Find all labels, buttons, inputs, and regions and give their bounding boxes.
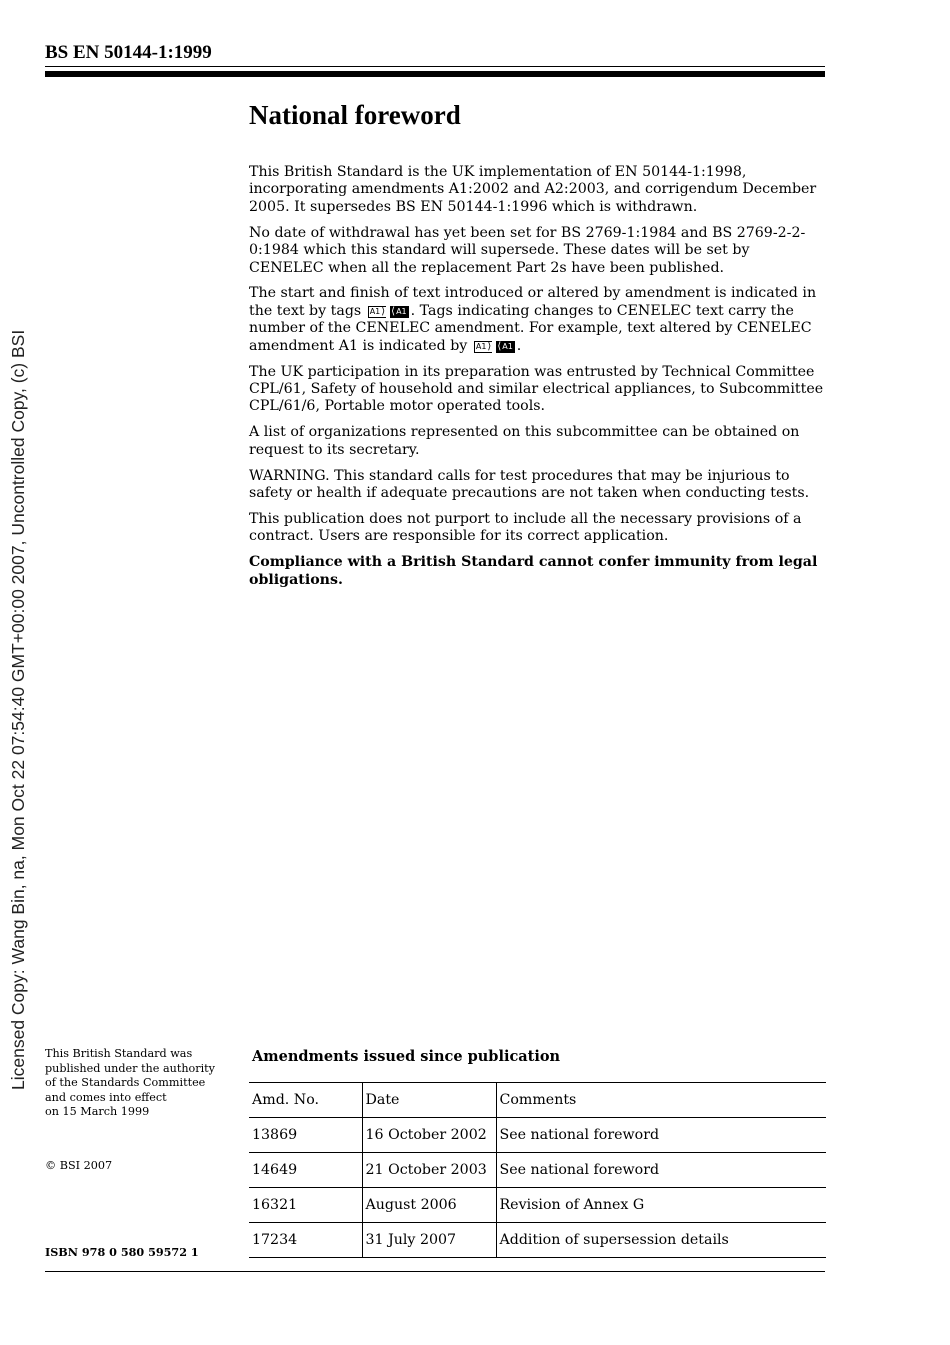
cell-date: August 2006 (362, 1188, 496, 1223)
header-rule-thin (45, 66, 825, 67)
foreword-body (249, 164, 824, 598)
page-title: National foreword (249, 100, 461, 130)
cell-amd-no: 16321 (249, 1188, 362, 1223)
copyright-notice: © BSI 2007 (45, 1159, 113, 1172)
paragraph-implementation: This British Standard is the UK implementation of EN 50144-1:1998, incorporating amendments A1:2002 and A2:2003, and corrigendum December 2005. It supersedes BS EN 50144-1:1996 which is withdrawn. (249, 164, 817, 215)
header-amd-no: Amd. No. (249, 1083, 362, 1118)
isbn: ISBN 978 0 580 59572 1 (45, 1245, 199, 1259)
table-row (249, 1223, 826, 1258)
paragraph-tags (249, 285, 824, 355)
paragraph-contract: This publication does not purport to include all the necessary provisions of a contract. Users are responsible for its correct application. (249, 510, 802, 545)
cell-date: 31 July 2007 (362, 1223, 496, 1258)
amendment-end-tag-icon: ⟨ A1 (390, 306, 408, 318)
cell-amd-no: 17234 (249, 1223, 362, 1258)
header-date: Date (362, 1083, 496, 1118)
cell-amd-no: 14649 (249, 1153, 362, 1188)
paragraph-participation: The UK participation in its preparation was entrusted by Technical Committee CPL/61, Safety of household and similar electrical appliances, to Subcommittee CPL/61/6, Portable motor operated tools. (249, 363, 824, 415)
paragraph-withdrawal: No date of withdrawal has yet been set for BS 2769-1:1984 and BS 2769-2-2-0:1984 which this standard will supersede. These dates will be set by CENELEC when all the replacement Part 2s have been published. (249, 224, 806, 276)
header-comments: Comments (496, 1083, 826, 1118)
paragraph-tags-part2: . Tags indicating changes to CENELEC text carry the number of the CENELEC amendment. For example, text altered by CENELEC amendment A1 is indicated by (249, 302, 812, 354)
authority-line: published under the authority (45, 1061, 215, 1075)
paragraph-tags-part1: The start and finish of text introduced or altered by amendment is indicated in the text by tags (249, 285, 817, 319)
table-row (249, 1118, 826, 1153)
paragraph-organizations: A list of organizations represented on this subcommittee can be obtained on request to its secretary. (249, 424, 800, 458)
license-stamp: Licensed Copy: Wang Bin, na, Mon Oct 22 07:54:40 GMT+00:00 2007, Uncontrolled Copy, (c) BSI (8, 329, 28, 1090)
cell-comments: See national foreword (496, 1153, 826, 1188)
amendment-start-tag-icon: A1 ⟩ (368, 306, 386, 318)
authority-line: on 15 March 1999 (45, 1105, 150, 1118)
document-id: BS EN 50144-1:1999 (45, 42, 212, 63)
cell-comments: Revision of Annex G (496, 1188, 826, 1223)
table-row (249, 1153, 826, 1188)
table-row (249, 1188, 826, 1223)
cell-date: 16 October 2002 (362, 1118, 496, 1153)
cell-amd-no: 13869 (249, 1118, 362, 1153)
authority-note (45, 1047, 235, 1120)
authority-line: and comes into effect (45, 1090, 167, 1104)
cell-date: 21 October 2003 (362, 1153, 496, 1188)
footer-rule (45, 1271, 825, 1272)
paragraph-tags-part3: . (516, 337, 522, 354)
amendment-start-tag-icon: A1 ⟩ (474, 341, 492, 353)
paragraph-compliance: Compliance with a British Standard cannot confer immunity from legal obligations. (249, 554, 818, 588)
authority-line: of the Standards Committee (45, 1076, 206, 1089)
table-header-row (249, 1083, 826, 1118)
authority-line: This British Standard was (45, 1047, 193, 1060)
cell-comments: See national foreword (496, 1118, 826, 1153)
amendments-title: Amendments issued since publication (252, 1048, 561, 1065)
header-rule-thick (45, 71, 825, 77)
amendment-end-tag-icon: ⟨ A1 (496, 341, 514, 353)
cell-comments: Addition of supersession details (496, 1223, 826, 1258)
paragraph-warning: WARNING. This standard calls for test procedures that may be injurious to safety or health if adequate precautions are not taken when conducting tests. (249, 467, 810, 501)
amendments-table (249, 1082, 826, 1258)
